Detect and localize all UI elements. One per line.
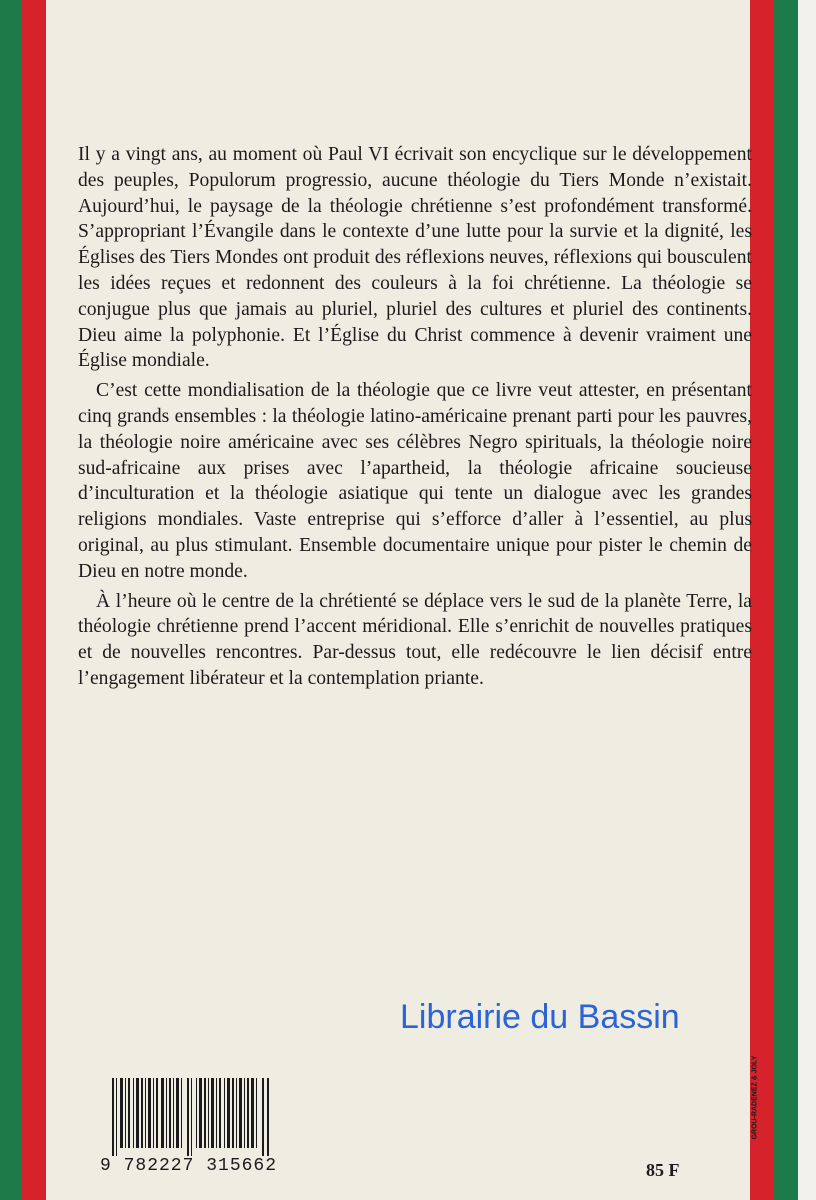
paragraph-2: C’est cette mondialisation de la théologie que ce livre veut attester, en présentant cinq grands ensembles : la théologie latino-américaine prenant parti pour les pauvres, la théologie noire américaine avec ses célèbres Negro spirituals, la théologie noire sud-africaine aux prises avec l’apartheid, la théologie africaine soucieuse d’inculturation et la théologie asiatique qui tente un dialogue avec les grandes religions mondiales. Vaste entreprise qui s’efforce d’aller à l’essentiel, au plus original, au plus stimulant. Ensemble documentaire unique pour pister le chemin de Dieu en notre monde.	[78, 380, 752, 582]
left-green-stripe	[0, 0, 22, 1200]
right-red-stripe	[750, 0, 774, 1200]
price: 85 F	[646, 1160, 680, 1180]
isbn-number: 9 782227 315662	[100, 1156, 278, 1176]
paragraph-3: À l’heure où le centre de la chrétienté se déplace vers le sud de la planète Terre, la théologie chrétienne prend l’accent méridional. Elle s’enrichit de nouvelles pratiques et de nouvelles rencontres. Par-dessus tout, elle redécouvre le lien décisif entre l’engagement libérateur et la contemplation priante.	[78, 590, 752, 689]
left-red-stripe	[22, 0, 46, 1200]
printer-credit	[744, 1040, 766, 1170]
barcode	[112, 1078, 270, 1156]
watermark: Librairie du Bassin	[400, 998, 680, 1036]
paragraph-1: Il y a vingt ans, au moment où Paul VI écrivait son encyclique sur le développement des peuples, Populorum progressio, aucune théologie du Tiers Monde n’existait. Aujourd’hui, le paysage de la théologie chrétienne s’est profondément transformé. S’appropriant l’Évangile dans le contexte d’une lutte pour la survie et la dignité, les Églises des Tiers Mondes ont produit des réflexions neuves, réflexions qui bousculent les idées reçues et redonnent des couleurs à la foi chrétienne. La théologie se conjugue plus que jamais au pluriel, pluriel des cultures et pluriel des continents. Dieu aime la polyphonie. Et l’Église du Christ commence à devenir vraiment une Église mondiale.	[78, 144, 752, 372]
printer-credit-text: GROU-RADENEZ & JOLY	[751, 1055, 759, 1140]
page-edge	[798, 0, 816, 1200]
blurb-text	[78, 142, 752, 696]
right-green-stripe	[774, 0, 798, 1200]
